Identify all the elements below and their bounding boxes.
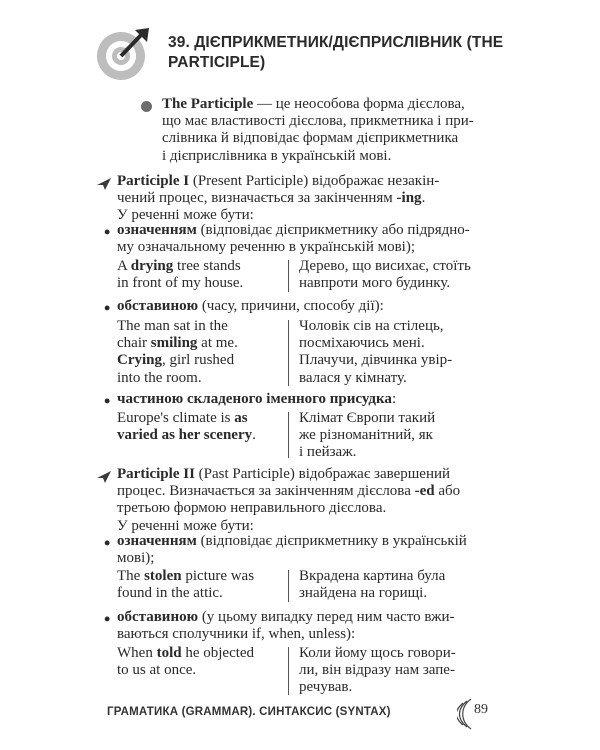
page-number: 89 (474, 702, 488, 717)
column-divider (288, 647, 289, 695)
example-ukrainian: Коли йому щось говори- ли, він відразу нам запе- речував. (299, 645, 456, 696)
example-english: When told he objected to us at once. (117, 645, 255, 679)
bullet-icon: • (104, 533, 111, 553)
participle2-adverbial-rule: обставиною (у цьому випадку перед ним часто вжи- ваються сполучники if, when, unless): (117, 609, 455, 643)
example-ukrainian: Дерево, що висихає, стоїть навпроти мого будинку. (299, 258, 471, 292)
column-divider (288, 320, 289, 386)
example-english: Europe's climate is as varied as her scenery. (117, 410, 256, 444)
page-title: 39. ДІЄПРИКМЕТНИК/ДІЄПРИСЛІВНИК (THE PARTICIPLE) (168, 34, 504, 71)
example-ukrainian: Клімат Європи такий же різноманітний, як і пейзаж. (299, 410, 436, 461)
participle1-adverbial-rule: обставиною (часу, причини, способу дії): (117, 298, 384, 314)
bullet-icon: • (104, 391, 111, 411)
participle1-definition: Participle I (Present Participle) відображає незакін- чений процес, визначається за закінченням -ing. У реченні може бути: (117, 173, 440, 224)
participle1-predicate-rule: частиною складеного іменного присудка: (117, 391, 397, 407)
example-english: The man sat in the chair smiling at me. Crying, girl rushed into the room. (117, 318, 238, 386)
column-divider (288, 412, 289, 458)
participle2-definition: Participle II (Past Participle) відображає завершений процес. Визначається за закінченням дієслова -ed або третьою формою неправильного дієслова. У реченні може бути: (117, 466, 461, 534)
example-ukrainian: Вкрадена картина була знайдена на горищі. (299, 568, 446, 602)
pointer-arrow-icon (96, 177, 112, 191)
participle2-attribute-rule: означенням (відповідає дієприкметнику в українській мові); (117, 533, 467, 567)
example-ukrainian: Чоловік сів на стілець, посміхаючись мені. Плачучи, дівчинка увір- валася у кімнату. (299, 318, 453, 386)
column-divider (288, 260, 289, 292)
column-divider (288, 570, 289, 602)
example-english: A drying tree stands in front of my house. (117, 258, 244, 292)
target-arrow-icon (95, 26, 151, 82)
pointer-arrow-icon (96, 470, 112, 484)
bullet-icon: • (104, 298, 111, 318)
bullet-icon: • (104, 609, 111, 629)
bullet-icon: • (104, 222, 111, 242)
example-english: The stolen picture was found in the attic. (117, 568, 255, 602)
bullet-dot-icon (141, 101, 152, 112)
intro-definition: The Participle — це неособова форма дієслова, що має властивості дієслова, прикметника і при- слівника й відповідає формам дієприкметника і дієприслівника в українській мові. (162, 96, 474, 164)
participle1-attribute-rule: означенням (відповідає дієприкметнику або підрядно- му означальному реченню в українській мові); (117, 222, 470, 256)
running-footer: ГРАМАТИКА (GRAMMAR). СИНТАКСИС (SYNTAX) (107, 706, 391, 718)
